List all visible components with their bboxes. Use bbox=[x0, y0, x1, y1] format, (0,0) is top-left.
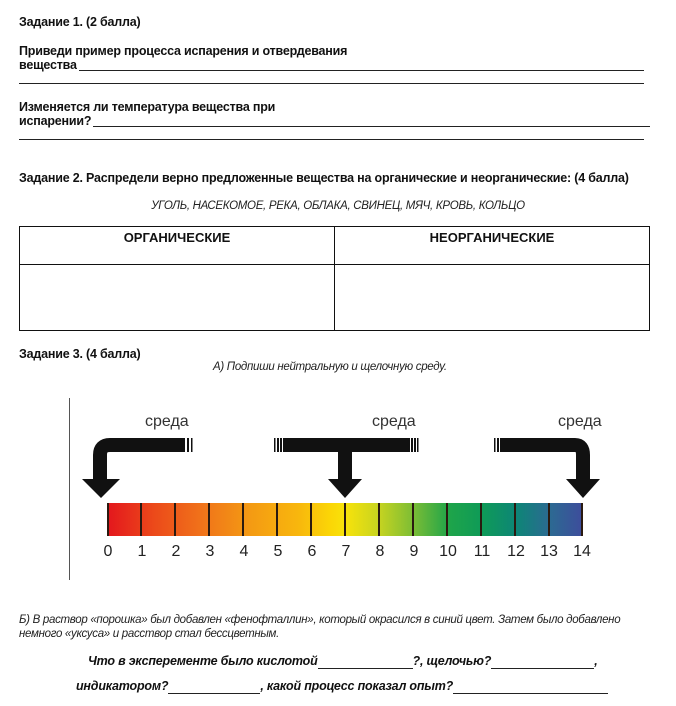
arrows-icon bbox=[70, 395, 610, 505]
header-inorganic: НЕОРГАНИЧЕСКИЕ bbox=[335, 227, 650, 265]
answer-process[interactable] bbox=[453, 679, 608, 694]
task1-question2-line2: испарении? bbox=[19, 114, 92, 128]
question-alkali-label: ?, щелочью? bbox=[412, 654, 492, 668]
answer-indicator[interactable] bbox=[168, 679, 260, 694]
comma: , bbox=[594, 654, 598, 668]
ph-color-bar bbox=[107, 503, 583, 536]
ph-label-4: 4 bbox=[239, 543, 249, 560]
ph-label-14: 14 bbox=[573, 543, 591, 560]
answer-line-q2b[interactable] bbox=[19, 139, 644, 140]
ph-label-2: 2 bbox=[171, 543, 181, 560]
task3-heading: Задание 3. (4 балла) bbox=[19, 347, 141, 361]
ph-label-8: 8 bbox=[375, 543, 385, 560]
answer-alkali[interactable] bbox=[491, 654, 594, 669]
ph-label-9: 9 bbox=[409, 543, 419, 560]
task3-part-b-line1: Б) В раствор «порошка» был добавлен «фенофталлин», который окрасился в синий цвет. Затем было добавлено bbox=[19, 614, 621, 626]
ph-scale-diagram bbox=[70, 395, 610, 585]
label-acidic-medium[interactable]: среда bbox=[145, 413, 189, 430]
cell-organic[interactable] bbox=[20, 265, 335, 331]
answer-acid[interactable] bbox=[318, 654, 413, 669]
question-process-label: , какой процесс показал опыт? bbox=[260, 679, 454, 693]
ph-label-6: 6 bbox=[307, 543, 317, 560]
label-alkaline-medium[interactable]: среда bbox=[558, 413, 602, 430]
task1-question1-line1: Приведи пример процесса испарения и отвердевания bbox=[19, 44, 348, 58]
answer-line-q1a[interactable] bbox=[79, 70, 644, 71]
task1-question1-line2: вещества bbox=[19, 58, 77, 72]
question-acid-label: Что в эксперементе было кислотой bbox=[88, 654, 318, 668]
ph-label-7: 7 bbox=[341, 543, 351, 560]
ph-label-0: 0 bbox=[103, 543, 113, 560]
ph-label-11: 11 bbox=[473, 543, 491, 560]
task3-part-a: А) Подпиши нейтральную и щелочную среду. bbox=[213, 361, 447, 373]
substances-list: УГОЛЬ, НАСЕКОМОЕ, РЕКА, ОБЛАКА, СВИНЕЦ, МЯЧ, КРОВЬ, КОЛЬЦО bbox=[151, 200, 525, 212]
question-acid-alkali bbox=[88, 654, 597, 669]
task1-question2-line1: Изменяется ли температура вещества при bbox=[19, 100, 276, 114]
answer-line-q1b[interactable] bbox=[19, 83, 644, 84]
task2-heading: Задание 2. Распредели верно предложенные вещества на органические и неорганические: (4 балла) bbox=[19, 171, 629, 185]
ph-label-1: 1 bbox=[137, 543, 147, 560]
answer-line-q2a[interactable] bbox=[93, 126, 650, 127]
ph-label-13: 13 bbox=[540, 543, 558, 560]
classification-table bbox=[19, 226, 650, 331]
question-indicator-process bbox=[76, 679, 608, 694]
label-neutral-medium[interactable]: среда bbox=[372, 413, 416, 430]
header-organic: ОРГАНИЧЕСКИЕ bbox=[20, 227, 335, 265]
cell-inorganic[interactable] bbox=[335, 265, 650, 331]
question-indicator-label: индикатором? bbox=[76, 679, 169, 693]
ph-label-10: 10 bbox=[439, 543, 457, 560]
ph-label-12: 12 bbox=[507, 543, 525, 560]
task3-part-b-line2: немного «уксуса» и расствор стал бессцветным. bbox=[19, 628, 280, 640]
ph-label-5: 5 bbox=[273, 543, 283, 560]
task1-heading: Задание 1. (2 балла) bbox=[19, 15, 141, 29]
ph-label-3: 3 bbox=[205, 543, 215, 560]
